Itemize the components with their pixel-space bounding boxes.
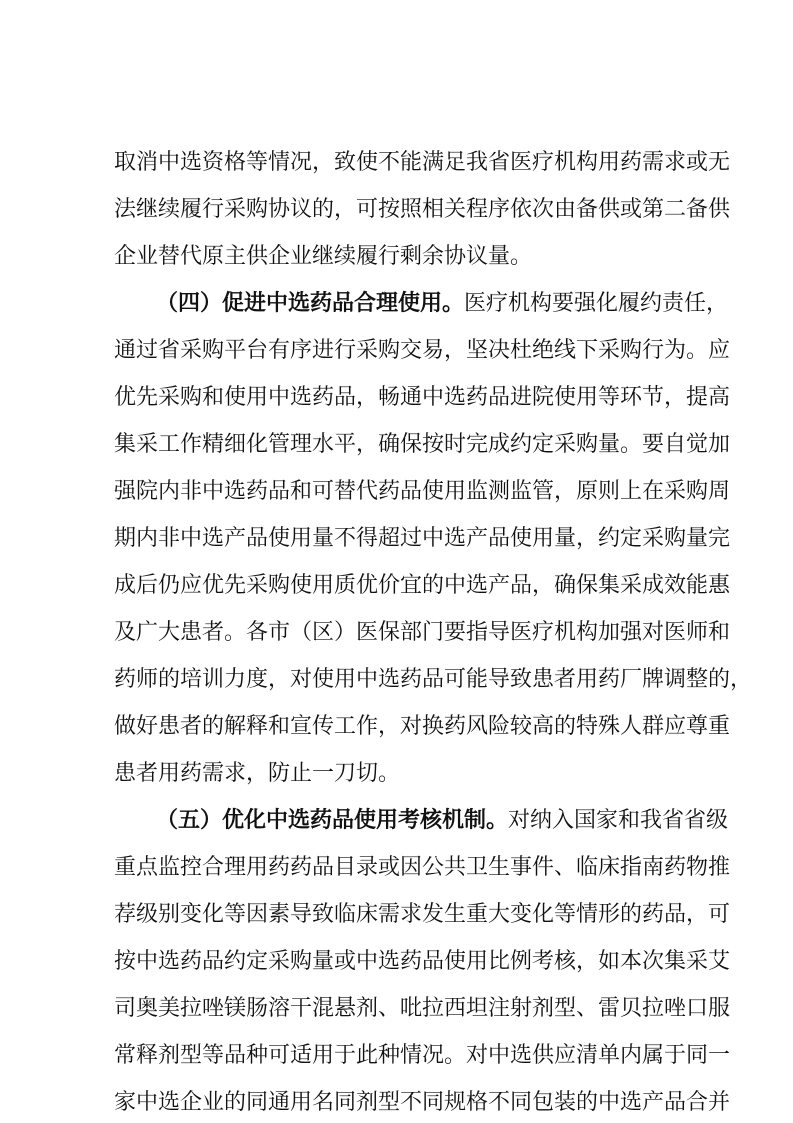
body-line: 成后仍应优先采购使用质优价宜的中选产品，确保集采成效能惠 <box>114 573 731 598</box>
body-line: 药师的培训力度，对使用中选药品可能导致患者用药厂牌调整的， <box>114 667 753 692</box>
body-line: 及广大患者。各市（区）医保部门要指导医疗机构加强对医师和 <box>114 620 731 645</box>
body-line: 按中选药品约定采购量或中选药品使用比例考核，如本次集采艾 <box>114 949 731 974</box>
body-line: 患者用药需求，防止一刀切。 <box>114 761 401 786</box>
body-line: 重点监控合理用药药品目录或因公共卫生事件、临床指南药物推 <box>114 855 731 880</box>
section-4-paragraph-start <box>156 284 729 324</box>
body-line: 家中选企业的同通用名同剂型不同规格不同包装的中选产品合并 <box>114 1090 731 1115</box>
section-4-heading: （四）促进中选药品合理使用。 <box>156 291 465 316</box>
body-line: 荐级别变化等因素导致临床需求发生重大变化等情形的药品，可 <box>114 902 731 927</box>
body-line: 法继续履行采购协议的，可按照相关程序依次由备供或第二备供 <box>114 197 731 222</box>
section-5-paragraph-start <box>156 801 729 841</box>
body-text: 医疗机构要强化履约责任， <box>464 291 729 316</box>
body-line: 集采工作精细化管理水平，确保按时完成约定采购量。要自觉加 <box>114 432 731 457</box>
section-5-heading: （五）优化中选药品使用考核机制。 <box>156 808 509 833</box>
body-line: 优先采购和使用中选药品，畅通中选药品进院使用等环节，提高 <box>114 385 731 410</box>
body-line: 期内非中选产品使用量不得超过中选产品使用量，约定采购量完 <box>114 526 731 551</box>
body-line: 司奥美拉唑镁肠溶干混悬剂、吡拉西坦注射剂型、雷贝拉唑口服 <box>114 996 731 1021</box>
body-line: 强院内非中选药品和可替代药品使用监测监管，原则上在采购周 <box>114 479 731 504</box>
body-line: 取消中选资格等情况，致使不能满足我省医疗机构用药需求或无 <box>114 150 731 175</box>
body-line: 常释剂型等品种可适用于此种情况。对中选供应清单内属于同一 <box>114 1043 731 1068</box>
body-text: 对纳入国家和我省省级 <box>508 808 729 833</box>
body-line: 企业替代原主供企业继续履行剩余协议量。 <box>114 244 533 269</box>
body-line: 通过省采购平台有序进行采购交易，坚决杜绝线下采购行为。应 <box>114 338 731 363</box>
body-line: 做好患者的解释和宣传工作，对换药风险较高的特殊人群应尊重 <box>114 714 731 739</box>
